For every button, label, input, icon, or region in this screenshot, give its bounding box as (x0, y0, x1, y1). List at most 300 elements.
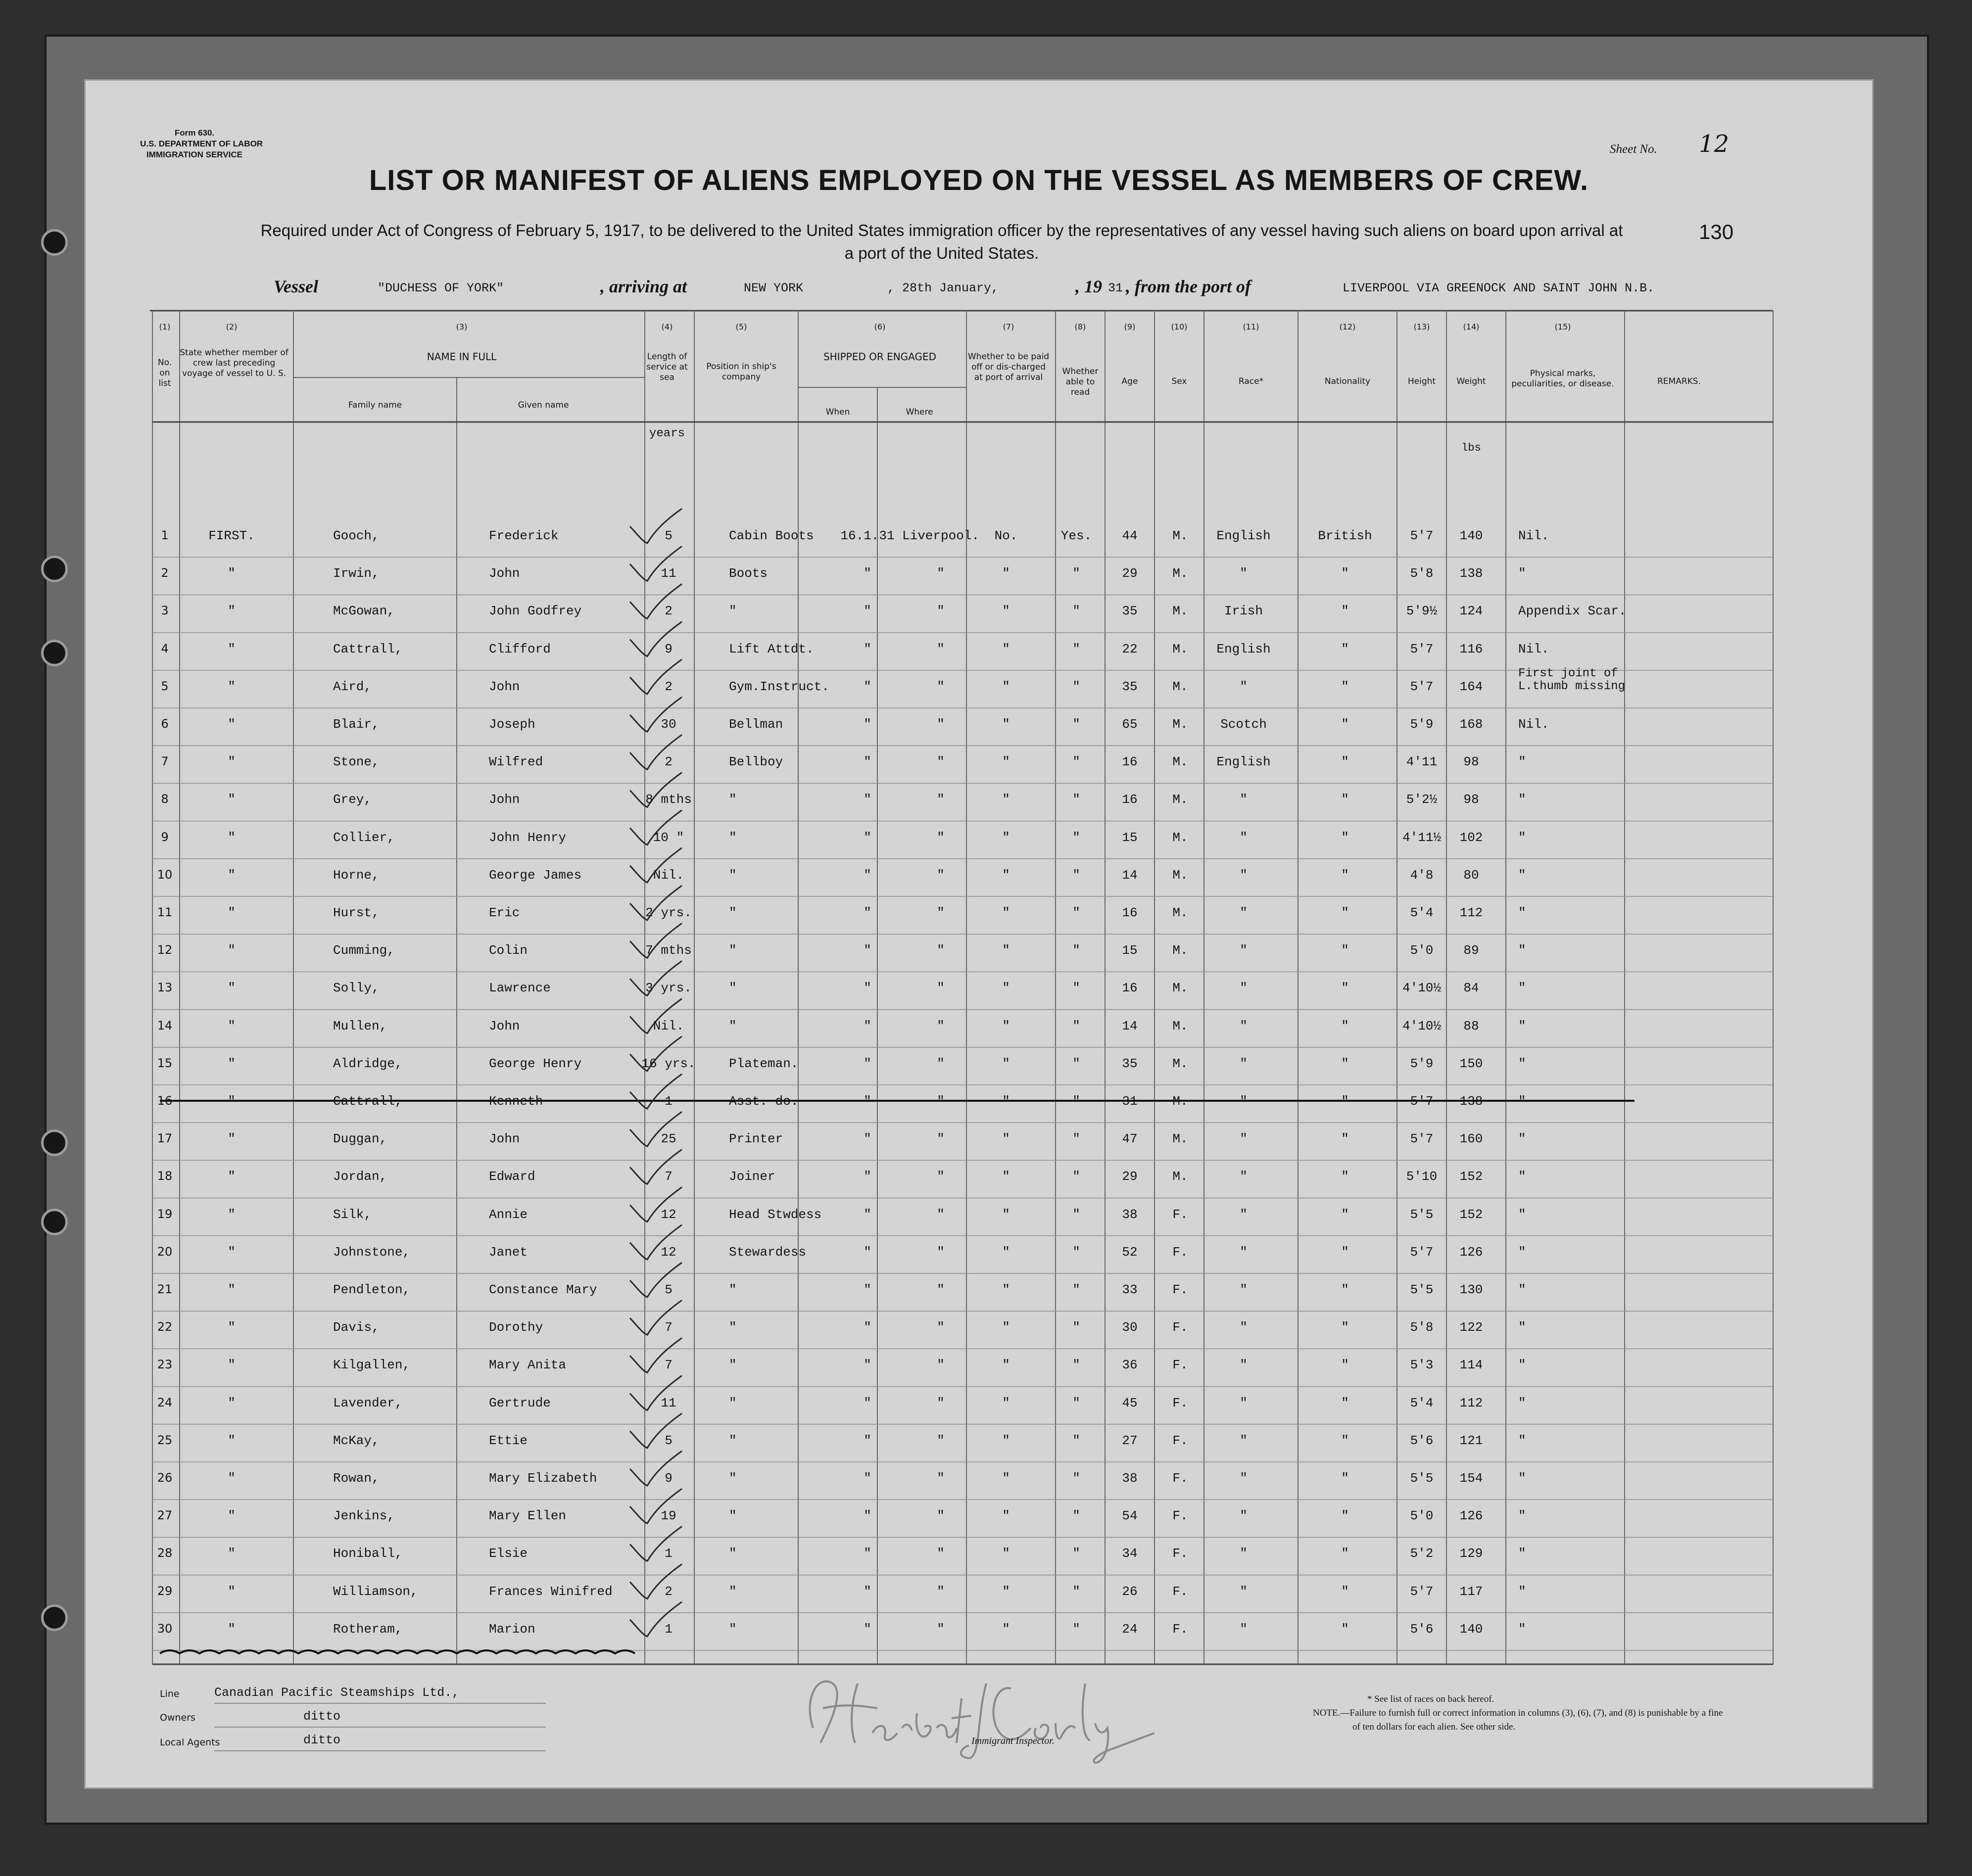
cell-where: " (937, 1471, 945, 1486)
cell-state: FIRST. (208, 528, 255, 543)
binder-hole-1 (41, 229, 68, 256)
cell-family: Solly, (333, 981, 380, 996)
cell-height: 4'11½ (1402, 830, 1442, 845)
cell-given: Eric (489, 905, 520, 920)
cell-height: 5'8 (1410, 566, 1434, 581)
cell-given: John (489, 1131, 520, 1147)
cell-no: 24 (157, 1395, 173, 1409)
cell-marks: " (1518, 830, 1526, 845)
cell-race: " (1240, 679, 1248, 694)
cell-weight: 160 (1459, 1131, 1483, 1147)
cell-family: McKay, (333, 1433, 380, 1448)
cell-paid: " (1002, 1018, 1010, 1033)
cell-race: " (1240, 792, 1248, 807)
cell-given: Frederick (489, 528, 559, 543)
cell-marks: " (1518, 754, 1526, 770)
cell-weight: 102 (1459, 830, 1483, 845)
cell-paid: " (1002, 1244, 1010, 1260)
cell-sex: M. (1172, 1131, 1188, 1147)
cell-no: 6 (161, 717, 169, 731)
cell-sex: M. (1172, 981, 1188, 996)
cell-no: 23 (157, 1358, 173, 1372)
cell-state: " (228, 1621, 236, 1637)
cell-marks: Nil. (1518, 528, 1549, 543)
cell-height: 5'2 (1410, 1546, 1434, 1561)
header-no: No. on list (157, 358, 172, 388)
cell-sex: F. (1172, 1546, 1188, 1561)
cell-race: " (1240, 830, 1248, 845)
cell-sex: F. (1172, 1471, 1188, 1486)
header-age: Age (1121, 376, 1138, 386)
cell-race: " (1240, 981, 1248, 996)
form-service: IMMIGRATION SERVICE (146, 150, 242, 159)
cell-where: " (937, 905, 945, 920)
cell-given: John (489, 566, 520, 581)
cell-age: 16 (1122, 754, 1138, 770)
page-number: 130 (1699, 220, 1734, 243)
cell-no: 19 (157, 1207, 173, 1221)
cell-height: 5'7 (1410, 641, 1434, 657)
cell-position: " (729, 981, 737, 996)
cell-position: Bellboy (729, 754, 783, 770)
cell-paid: " (1002, 604, 1010, 619)
cell-height: 5'7 (1410, 679, 1434, 694)
cell-family: Lavender, (333, 1395, 403, 1410)
cell-height: 5'5 (1410, 1207, 1434, 1222)
cell-weight: 130 (1459, 1282, 1483, 1297)
cell-paid: " (1002, 1282, 1010, 1297)
cell-race: " (1240, 1169, 1248, 1184)
cell-length: 30 (661, 717, 676, 732)
cell-family: Duggan, (333, 1131, 387, 1147)
cell-position: " (729, 1282, 737, 1297)
cell-when: " (864, 1546, 871, 1561)
cell-marks: " (1518, 1433, 1526, 1448)
cell-age: 15 (1122, 830, 1138, 845)
cell-when: " (864, 604, 871, 619)
cell-length: 7 (665, 1169, 673, 1184)
cell-height: 5'5 (1410, 1282, 1434, 1297)
cell-sex: M. (1172, 528, 1188, 543)
cell-marks: " (1518, 792, 1526, 807)
cell-given: John (489, 792, 520, 807)
cell-sex: M. (1172, 867, 1188, 883)
cell-weight: 88 (1463, 1018, 1479, 1033)
cell-family: Mullen, (333, 1018, 387, 1033)
cell-when: " (864, 905, 871, 920)
cell-read: " (1072, 754, 1080, 770)
cell-length: 12 (661, 1244, 676, 1260)
cell-no: 18 (157, 1169, 173, 1183)
cell-race: " (1240, 566, 1248, 581)
cell-length: 12 (661, 1207, 676, 1222)
cell-no: 17 (157, 1131, 173, 1146)
cell-height: 5'9 (1410, 1056, 1434, 1071)
cell-weight: 126 (1459, 1244, 1483, 1260)
cell-age: 27 (1122, 1433, 1138, 1448)
cell-no: 29 (157, 1584, 173, 1598)
cell-sex: F. (1172, 1584, 1188, 1599)
cell-age: 54 (1122, 1508, 1138, 1524)
footnote-note: NOTE.—Failure to furnish full or correct information in columns (3), (6), (7), and (8) is punishable by a fine of ten dollars for each alien. See other side. (1313, 1708, 1723, 1732)
cell-no: 12 (157, 943, 173, 957)
cell-race: " (1240, 943, 1248, 958)
cell-read: " (1072, 679, 1080, 694)
cell-marks: First joint of L.thumb missing (1518, 666, 1626, 693)
page-title: LIST OR MANIFEST OF ALIENS EMPLOYED ON THE VESSEL AS MEMBERS OF CREW. (369, 164, 1589, 196)
cell-age: 35 (1122, 1056, 1138, 1071)
cell-height: 4'10½ (1402, 1018, 1442, 1033)
cell-age: 65 (1122, 717, 1138, 732)
cell-family: Irwin, (333, 566, 380, 581)
cell-weight: 150 (1459, 1056, 1483, 1071)
cell-age: 31 (1122, 1094, 1138, 1109)
header-where: Where (906, 407, 933, 417)
cell-state: " (228, 943, 236, 958)
cell-position: " (729, 1546, 737, 1561)
cell-given: John (489, 679, 520, 694)
cell-paid: " (1002, 792, 1010, 807)
cell-sex: F. (1172, 1320, 1188, 1335)
column-number: (5) (735, 322, 747, 331)
cell-paid: " (1002, 867, 1010, 883)
cell-read: " (1072, 905, 1080, 920)
check-mark (630, 1149, 682, 1184)
cell-family: Silk, (333, 1207, 372, 1222)
cell-family: Rotheram, (333, 1621, 403, 1637)
cell-sex: F. (1172, 1621, 1188, 1637)
cell-weight: 154 (1459, 1471, 1483, 1486)
cell-given: George James (489, 867, 582, 883)
cell-given: Gertrude (489, 1395, 551, 1410)
cell-height: 4'8 (1410, 867, 1434, 883)
cell-given: George Henry (489, 1056, 582, 1071)
cell-family: Grey, (333, 792, 372, 807)
check-mark (630, 622, 682, 657)
cell-read: " (1072, 1207, 1080, 1222)
cell-race: " (1240, 1282, 1248, 1297)
cell-length: 1 (665, 1621, 673, 1637)
cell-given: Frances Winifred (489, 1584, 613, 1599)
cell-nat: " (1341, 792, 1349, 807)
cell-sex: F. (1172, 1395, 1188, 1410)
cell-state: " (228, 1584, 236, 1599)
cell-no: 30 (157, 1621, 173, 1636)
cell-when: " (864, 679, 871, 694)
cell-nat: " (1341, 1131, 1349, 1147)
unit-lbs: lbs (1461, 442, 1481, 454)
cell-nat: " (1341, 1169, 1349, 1184)
cell-family: Aldridge, (333, 1056, 403, 1071)
cell-nat: " (1341, 943, 1349, 958)
cell-read: " (1072, 604, 1080, 619)
cell-position: " (729, 1018, 737, 1033)
local-agents-label: Local Agents (160, 1737, 220, 1748)
arriving-port: NEW YORK (744, 281, 804, 295)
cell-state: " (228, 981, 236, 996)
cell-weight: 140 (1459, 528, 1483, 543)
cell-sex: M. (1172, 1094, 1188, 1109)
cell-nat: " (1341, 1018, 1349, 1033)
cell-length: 9 (665, 641, 673, 657)
cell-nat: " (1341, 604, 1349, 619)
cell-where: " (937, 867, 945, 883)
cell-where: " (937, 1584, 945, 1599)
cell-given: Annie (489, 1207, 528, 1222)
cell-where: " (937, 1433, 945, 1448)
cell-no: 26 (157, 1471, 173, 1485)
cell-given: Dorothy (489, 1320, 543, 1335)
cell-paid: " (1002, 754, 1010, 770)
cell-length: 2 yrs. (645, 905, 692, 920)
cell-age: 34 (1122, 1546, 1138, 1561)
cell-sex: M. (1172, 679, 1188, 694)
cell-when: " (864, 981, 871, 996)
cell-length: 7 (665, 1358, 673, 1373)
cell-given: Clifford (489, 641, 551, 657)
cell-weight: 80 (1463, 867, 1479, 883)
cell-paid: " (1002, 1358, 1010, 1373)
cell-paid: " (1002, 1131, 1010, 1147)
cell-state: " (228, 1320, 236, 1335)
cell-age: 52 (1122, 1244, 1138, 1260)
cell-height: 5'6 (1410, 1621, 1434, 1637)
cell-given: Mary Anita (489, 1358, 567, 1373)
cell-state: " (228, 1018, 236, 1033)
cell-read: " (1072, 1320, 1080, 1335)
cell-sex: M. (1172, 604, 1188, 619)
cell-height: 5'3 (1410, 1358, 1434, 1373)
cell-family: Pendleton, (333, 1282, 411, 1297)
cell-height: 5'5 (1410, 1471, 1434, 1486)
cell-read: " (1072, 1546, 1080, 1561)
cell-race: " (1240, 1546, 1248, 1561)
cell-weight: 138 (1459, 566, 1483, 581)
cell-sex: M. (1172, 1018, 1188, 1033)
check-mark (630, 1300, 682, 1335)
cell-where: " (937, 566, 945, 581)
cell-given: Lawrence (489, 981, 551, 996)
cell-where: Liverpool. (902, 528, 980, 543)
cell-marks: " (1518, 1358, 1526, 1373)
cell-nat: " (1341, 1433, 1349, 1448)
end-of-list-line (160, 1650, 635, 1653)
cell-height: 5'0 (1410, 943, 1434, 958)
cell-read: " (1072, 1282, 1080, 1297)
cell-marks: " (1518, 1621, 1526, 1637)
cell-family: Aird, (333, 679, 372, 694)
year-prefix: , 19 (1075, 277, 1102, 296)
cell-state: " (228, 1169, 236, 1184)
cell-age: 29 (1122, 1169, 1138, 1184)
footnote-races: * See list of races on back hereof. (1367, 1694, 1494, 1704)
sheet-number-label: Sheet No. (1610, 142, 1657, 156)
cell-paid: " (1002, 1621, 1010, 1637)
cell-nat: British (1318, 528, 1372, 543)
cell-where: " (937, 1094, 945, 1109)
cell-marks: " (1518, 1320, 1526, 1335)
cell-age: 38 (1122, 1471, 1138, 1486)
header-remarks: REMARKS. (1657, 376, 1701, 386)
cell-marks: " (1518, 1094, 1526, 1109)
cell-sex: M. (1172, 943, 1188, 958)
binder-hole-5 (41, 1209, 68, 1235)
cell-position: Asst. do. (729, 1094, 799, 1109)
header-physical-marks: Physical marks, peculiarities, or disease. (1511, 369, 1614, 389)
cell-when: " (864, 867, 871, 883)
cell-length: 2 (665, 604, 673, 619)
cell-read: Yes. (1060, 528, 1092, 543)
cell-state: " (228, 1094, 236, 1109)
cell-paid: " (1002, 1546, 1010, 1561)
cell-where: " (937, 792, 945, 807)
cell-given: Wilfred (489, 754, 543, 770)
line-label: Line (160, 1688, 180, 1699)
cell-where: " (937, 1207, 945, 1222)
local-agents-value: ditto (303, 1733, 341, 1747)
cell-no: 22 (157, 1320, 173, 1334)
cell-race: English (1216, 528, 1271, 543)
cell-sex: M. (1172, 792, 1188, 807)
cell-position: " (729, 1320, 737, 1335)
cell-nat: " (1341, 717, 1349, 732)
cell-sex: F. (1172, 1282, 1188, 1297)
cell-age: 44 (1122, 528, 1138, 543)
cell-read: " (1072, 1395, 1080, 1410)
header-height: Height (1407, 376, 1436, 386)
cell-read: " (1072, 641, 1080, 657)
cell-height: 5'7 (1410, 1244, 1434, 1260)
check-mark (630, 1602, 682, 1637)
cell-read: " (1072, 1131, 1080, 1147)
arrival-date: , 28th January, (887, 281, 999, 295)
page-subtitle: Required under Act of Congress of February 5, 1917, to be delivered to the United States immigration officer by the representatives of any vessel having such aliens on board upon arrival at a port of the United States. (260, 221, 1623, 262)
cell-height: 5'4 (1410, 905, 1434, 920)
cell-where: " (937, 943, 945, 958)
cell-height: 5'6 (1410, 1433, 1434, 1448)
cell-length: 16 yrs. (641, 1056, 696, 1071)
cell-weight: 124 (1459, 604, 1483, 619)
cell-height: 5'7 (1410, 1094, 1434, 1109)
check-mark (630, 1338, 682, 1372)
cell-read: " (1072, 1433, 1080, 1448)
cell-family: Honiball, (333, 1546, 403, 1561)
column-number: (2) (226, 322, 238, 331)
cell-when: " (864, 943, 871, 958)
cell-given: Kenneth (489, 1094, 543, 1109)
inspector-signature (798, 1654, 1174, 1768)
cell-given: Janet (489, 1244, 528, 1260)
cell-state: " (228, 905, 236, 920)
cell-age: 24 (1122, 1621, 1138, 1637)
cell-state: " (228, 641, 236, 657)
cell-position: " (729, 1471, 737, 1486)
cell-where: " (937, 1282, 945, 1297)
cell-read: " (1072, 943, 1080, 958)
cell-weight: 112 (1459, 905, 1483, 920)
cell-sex: M. (1172, 1056, 1188, 1071)
cell-race: Irish (1224, 604, 1263, 619)
cell-when: " (864, 1395, 871, 1410)
cell-height: 4'10½ (1402, 981, 1442, 996)
cell-when: " (864, 1433, 871, 1448)
cell-nat: " (1341, 981, 1349, 996)
cell-no: 10 (157, 867, 173, 882)
cell-position: " (729, 943, 737, 958)
cell-given: Edward (489, 1169, 535, 1184)
cell-position: Gym.Instruct. (729, 679, 829, 694)
cell-length: Nil. (653, 867, 684, 883)
cell-no: 11 (157, 905, 173, 919)
cell-when: " (864, 830, 871, 845)
cell-given: John Godfrey (489, 604, 582, 619)
cell-family: Cumming, (333, 943, 395, 958)
cell-weight: 98 (1463, 792, 1479, 807)
cell-family: McGowan, (333, 604, 395, 619)
cell-race: " (1240, 1094, 1248, 1109)
cell-state: " (228, 1358, 236, 1373)
cell-weight: 152 (1459, 1207, 1483, 1222)
cell-sex: M. (1172, 1169, 1188, 1184)
cell-family: Collier, (333, 830, 395, 845)
cell-length: 11 (661, 1395, 676, 1410)
cell-nat: " (1341, 830, 1349, 845)
cell-where: " (937, 604, 945, 619)
cell-position: " (729, 867, 737, 883)
check-mark (630, 584, 682, 618)
cell-marks: " (1518, 1056, 1526, 1071)
cell-read: " (1072, 1169, 1080, 1184)
cell-race: " (1240, 1018, 1248, 1033)
cell-nat: " (1341, 1056, 1349, 1071)
cell-height: 5'7 (1410, 1131, 1434, 1147)
cell-state: " (228, 1131, 236, 1147)
cell-position: " (729, 1584, 737, 1599)
cell-where: " (937, 679, 945, 694)
cell-position: Lift Attdt. (729, 641, 814, 657)
cell-where: " (937, 1395, 945, 1410)
column-number: (6) (874, 322, 886, 331)
from-port-label: , from the port of (1126, 277, 1251, 296)
cell-sex: M. (1172, 754, 1188, 770)
cell-read: " (1072, 1584, 1080, 1599)
cell-state: " (228, 1282, 236, 1297)
cell-length: 5 (665, 1282, 673, 1297)
cell-weight: 168 (1459, 717, 1483, 732)
cell-sex: F. (1172, 1358, 1188, 1373)
cell-where: " (937, 1169, 945, 1184)
cell-position: Printer (729, 1131, 783, 1147)
cell-paid: " (1002, 1584, 1010, 1599)
cell-marks: " (1518, 1546, 1526, 1561)
cell-no: 16 (157, 1094, 173, 1108)
cell-position: " (729, 1395, 737, 1410)
cell-paid: " (1002, 566, 1010, 581)
cell-where: " (937, 1056, 945, 1071)
cell-length: 2 (665, 1584, 673, 1599)
cell-race: " (1240, 1584, 1248, 1599)
cell-weight: 89 (1463, 943, 1479, 958)
cell-where: " (937, 981, 945, 996)
owners-value: ditto (303, 1709, 341, 1724)
cell-when: " (864, 1207, 871, 1222)
header-weight: Weight (1456, 376, 1486, 386)
cell-when: " (864, 1282, 871, 1297)
cell-read: " (1072, 830, 1080, 845)
cell-family: Jordan, (333, 1169, 387, 1184)
cell-paid: " (1002, 717, 1010, 732)
cell-race: English (1216, 754, 1271, 770)
